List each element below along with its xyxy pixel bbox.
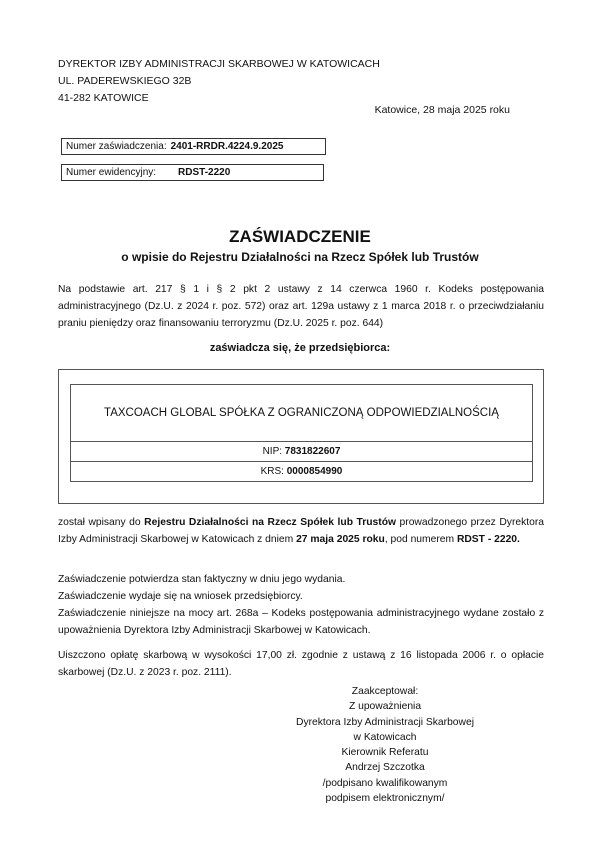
company-table: [70, 384, 533, 482]
krs-value: 0000854990: [286, 466, 343, 477]
registration-text-3: , pod numerem: [384, 534, 457, 545]
signature-line: Dyrektora Izby Administracji Skarbowej: [296, 716, 474, 728]
company-krs-row: [71, 462, 532, 481]
certificate-number-box: [61, 138, 326, 155]
signature-line: podpisem elektronicznym/: [325, 793, 445, 805]
registry-number-box: [61, 164, 324, 181]
company-name: TAXCOACH GLOBAL SPÓŁKA Z OGRANICZONĄ ODPOWIEDZIALNOŚCIĄ: [71, 385, 532, 442]
signature-line: Kierownik Referatu: [341, 747, 429, 759]
certificate-number-label: Numer zaświadczenia:: [66, 141, 167, 152]
nip-value: 7831822607: [284, 446, 341, 457]
issuer-street: UL. PADEREWSKIEGO 32B: [58, 75, 192, 87]
note-line: Zaświadczenie niniejsze na mocy art. 268a – Kodeks postępowania administracyjnego wydane zostało z upoważnienia Dyrektora Izby Administracji Skarbowej w Katowicach.: [58, 608, 544, 636]
signature-block: [260, 684, 510, 806]
register-name: Rejestru Działalności na Rzecz Spółek lub Trustów: [144, 517, 397, 528]
nip-label: NIP:: [262, 446, 283, 457]
issue-date: Katowice, 28 maja 2025 roku: [374, 104, 510, 116]
issuer-address: [58, 56, 380, 107]
entry-number: RDST - 2220.: [456, 534, 520, 545]
note-line: Zaświadczenie wydaje się na wniosek przedsiębiorcy.: [58, 591, 303, 602]
registry-number-label: Numer ewidencyjny:: [66, 167, 157, 178]
registration-paragraph: [58, 514, 544, 548]
document-subtitle: o wpisie do Rejestru Działalności na Rzecz Spółek lub Trustów: [121, 250, 479, 264]
issuer-city: 41-282 KATOWICE: [58, 92, 149, 104]
registration-text-1: został wpisany do: [58, 517, 145, 528]
registration-text-2: prowadzonego przez Dyrektora Izby Administracji Skarbowej w Katowicach z dniem: [58, 517, 544, 545]
note-line: Zaświadczenie potwierdza stan faktyczny w dniu jego wydania.: [58, 574, 346, 585]
signature-line: Z upoważnienia: [348, 701, 422, 713]
legal-basis-paragraph: Na podstawie art. 217 § 1 i § 2 pkt 2 ustawy z 14 czerwca 1960 r. Kodeks postępowania administracyjnego (Dz.U. z 2024 r. poz. 572) oraz art. 129a ustawy z 1 marca 2018 r. o przeciwdziałaniu praniu pieniędzy oraz finansowaniu terroryzmu (Dz.U. 2025 r. poz. 644): [58, 284, 544, 329]
notes-block: [58, 571, 544, 639]
signer-name: Andrzej Szczotka: [345, 762, 425, 774]
registry-number-value: RDST-2220: [178, 167, 231, 178]
stamp-duty-paragraph: Uiszczono opłatę skarbową w wysokości 17,00 zł. zgodnie z ustawą z 16 listopada 2006 r. o opłacie skarbowej (Dz.U. z 2023 r. poz. 2111).: [58, 650, 544, 678]
certificate-number-value: 2401-RRDR.4224.9.2025: [170, 141, 284, 152]
signature-line: Zaakceptował:: [351, 686, 419, 697]
issuer-name: DYREKTOR IZBY ADMINISTRACJI SKARBOWEJ W KATOWICACH: [58, 58, 380, 70]
entry-date: 27 maja 2025 roku: [296, 534, 385, 545]
signature-line: w Katowicach: [353, 731, 417, 743]
signature-line: /podpisano kwalifikowanym: [322, 777, 448, 789]
krs-label: KRS:: [260, 466, 284, 477]
certifies-statement: zaświadcza się, że przedsiębiorca:: [209, 342, 391, 354]
document-title: ZAŚWIADCZENIE: [229, 227, 371, 246]
company-nip-row: [71, 442, 532, 462]
